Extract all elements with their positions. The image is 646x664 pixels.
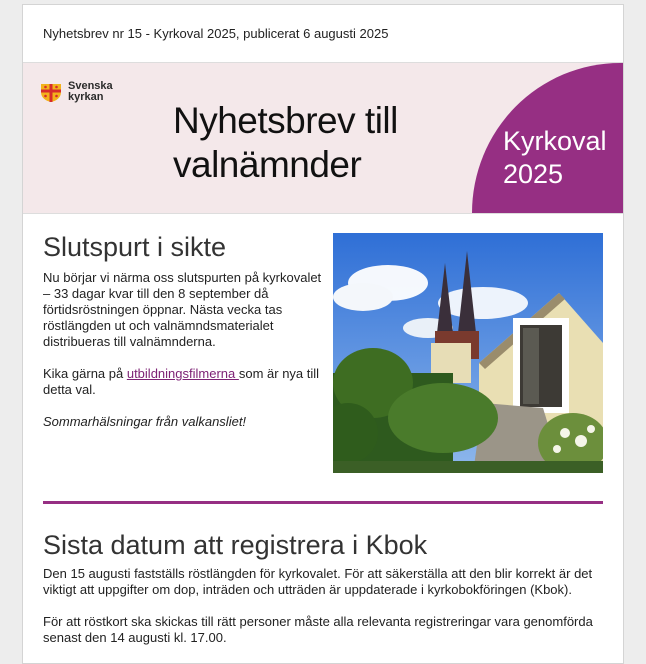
title-line-1: Nyhetsbrev till bbox=[173, 100, 398, 141]
logo-wordmark bbox=[68, 81, 113, 103]
badge-line-1: Kyrkoval bbox=[503, 126, 607, 156]
section-body-kbok bbox=[43, 566, 609, 646]
section-divider bbox=[43, 501, 603, 504]
logo-line-2: kyrkan bbox=[68, 91, 104, 103]
church-photo bbox=[333, 233, 603, 473]
svenska-kyrkan-logo bbox=[40, 81, 113, 103]
intro-paragraph: Nu börjar vi närma oss slutspurten på kyrkovalet – 33 dagar kvar till den 8 september då förtidsröstningen öppnar. Nästa vecka tas röstlängden ut och valnämndsmaterialet distribueras till valnämnderna. bbox=[43, 270, 322, 349]
training-films-link[interactable]: utbildningsfilmerna bbox=[126, 366, 239, 381]
section-title-slutspurt: Slutspurt i sikte bbox=[43, 232, 227, 262]
films-paragraph bbox=[43, 366, 323, 398]
kbok-paragraph-2: För att röstkort ska skickas till rätt personer måste alla relevanta registreringar vara genomförda senast den 14 augusti kl. 17.00. bbox=[43, 614, 593, 645]
cathedral-image-icon bbox=[333, 233, 603, 473]
newsletter-page bbox=[22, 4, 624, 664]
section-body-slutspurt bbox=[43, 270, 323, 398]
church-logo-icon bbox=[40, 81, 62, 103]
films-text-before: Kika gärna på bbox=[43, 366, 127, 381]
kbok-paragraph-1: Den 15 augusti fastställs röstlängden för kyrkovalet. För att säkerställa att den blir korrekt är det viktigt att uppgifter om dop, inträden och utträden är uppdaterade i kyrkobokföringen (Kbok). bbox=[43, 566, 593, 597]
badge-line-2: 2025 bbox=[503, 159, 564, 189]
section-title-kbok: Sista datum att registrera i Kbok bbox=[43, 530, 428, 560]
preheader-text: Nyhetsbrev nr 15 - Kyrkoval 2025, publicerat 6 augusti 2025 bbox=[43, 26, 389, 41]
films-text-after: som är nya till detta val. bbox=[43, 366, 320, 397]
newsletter-title bbox=[173, 99, 473, 187]
newsletter-header bbox=[23, 62, 623, 214]
logo-line-1: Svenska bbox=[68, 80, 113, 92]
summer-greeting: Sommarhälsningar från valkansliet! bbox=[43, 414, 247, 429]
election-badge-text bbox=[503, 125, 607, 191]
title-line-2: valnämnder bbox=[173, 144, 362, 185]
